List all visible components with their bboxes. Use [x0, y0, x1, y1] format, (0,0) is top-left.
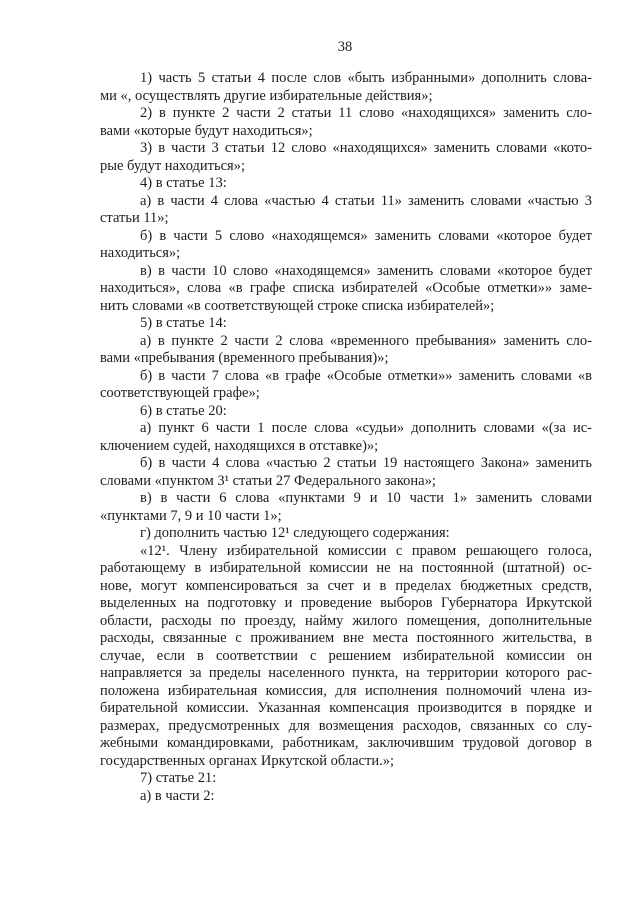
text-line: расходы, связанные с проживанием вне места постоянного жительства, в — [100, 630, 592, 646]
text-line: ми «, осуществлять другие избирательные действия»; — [100, 87, 433, 104]
text-line: б) в части 5 слово «находящемся» заменить словами «которое будет — [140, 227, 592, 244]
text-line: ключением судей, находящихся в отставке)»; — [100, 437, 379, 454]
text-line: «пунктами 7, 9 и 10 части 1»; — [100, 507, 282, 524]
text-line: г) дополнить частью 12¹ следующего содержания: — [140, 525, 450, 541]
text-line: статьи 11»; — [100, 210, 169, 226]
text-line: находиться», слова «в графе списка избирателей «Особые отметки»» заме- — [100, 280, 592, 296]
paragraph — [100, 368, 592, 403]
text-line: случае, если в соответствии с решением избирательной комиссии он — [100, 647, 592, 664]
text-line: 1) часть 5 статьи 4 после слов «быть избранными» дополнить слова- — [140, 70, 592, 86]
text-line: 6) в статье 20: — [140, 402, 227, 419]
text-line: области, расходы по проезду, найму жилого помещения, дополнительные — [100, 612, 592, 629]
paragraph — [100, 263, 592, 316]
text-line: словами «пунктом 3¹ статьи 27 Федерального закона»; — [100, 472, 436, 489]
text-line: находиться»; — [100, 245, 181, 261]
text-line: нить словами «в соответствующей строке списка избирателей»; — [100, 297, 495, 314]
text-line: вами «пребывания (временного пребывания)»; — [100, 350, 389, 366]
paragraph — [100, 228, 592, 263]
text-line: вами «которые будут находиться»; — [100, 122, 313, 139]
paragraph — [100, 770, 592, 788]
paragraph — [100, 420, 592, 455]
text-line: а) в пункте 2 части 2 слова «временного пребывания» заменить сло- — [140, 332, 592, 349]
paragraph — [100, 193, 592, 228]
text-line: а) в части 4 слова «частью 4 статьи 11» заменить словами «частью 3 — [140, 192, 592, 209]
text-line: «12¹. Члену избирательной комиссии с правом решающего голоса, — [140, 542, 592, 559]
text-line: нове, могут компенсироваться за счет и в пределах бюджетных средств, — [100, 577, 592, 594]
text-line: соответствующей графе»; — [100, 385, 260, 401]
paragraph — [100, 175, 592, 193]
paragraph — [100, 490, 592, 525]
page-number: 38 — [337, 39, 353, 55]
text-line: в) в части 6 слова «пунктами 9 и 10 части 1» заменить словами — [140, 490, 592, 506]
paragraph — [100, 105, 592, 140]
text-line: положена избирательная комиссия, для исполнения полномочий члена из- — [100, 682, 592, 699]
text-line: жебными командировками, работникам, заключившим трудовой договор в — [100, 735, 592, 751]
text-line: а) в части 2: — [140, 787, 215, 804]
text-line: размерах, предусмотренных для возмещения расходов, связанных со слу- — [100, 717, 592, 734]
text-line: б) в части 4 слова «частью 2 статьи 19 настоящего Закона» заменить — [140, 455, 592, 471]
text-line: 3) в части 3 статьи 12 слово «находящихся» заменить словами «кото- — [140, 140, 592, 156]
text-line: 4) в статье 13: — [140, 175, 227, 191]
document-body — [100, 70, 592, 805]
text-line: в) в части 10 слово «находящемся» заменить словами «которое будет — [140, 262, 592, 279]
text-line: государственных органах Иркутской области.»; — [100, 752, 394, 769]
paragraph — [100, 788, 592, 806]
paragraph — [100, 543, 592, 771]
text-line: 2) в пункте 2 части 2 статьи 11 слово «находящихся» заменить сло- — [140, 105, 592, 121]
paragraph — [100, 315, 592, 333]
text-line: 5) в статье 14: — [140, 315, 227, 331]
paragraph — [100, 455, 592, 490]
text-line: а) пункт 6 части 1 после слова «судьи» дополнить словами «(за ис- — [140, 420, 592, 436]
paragraph — [100, 333, 592, 368]
text-line: б) в части 7 слова «в графе «Особые отметки»» заменить словами «в — [140, 367, 592, 384]
text-line: выделенных на подготовку и проведение выборов Губернатора Иркутской — [100, 595, 592, 611]
text-line: бирательной комиссии. Указанная компенсация производится в порядке и — [100, 700, 592, 716]
paragraph — [100, 70, 592, 105]
text-line: направляется за пределы населенного пункта, на территории которого рас- — [100, 665, 592, 681]
paragraph — [100, 525, 592, 543]
text-line: рые будут находиться»; — [100, 157, 245, 174]
text-line: 7) статье 21: — [140, 770, 217, 786]
text-line: работающему в избирательной комиссии не на постоянной (штатной) ос- — [100, 560, 592, 576]
paragraph — [100, 140, 592, 175]
paragraph — [100, 403, 592, 421]
